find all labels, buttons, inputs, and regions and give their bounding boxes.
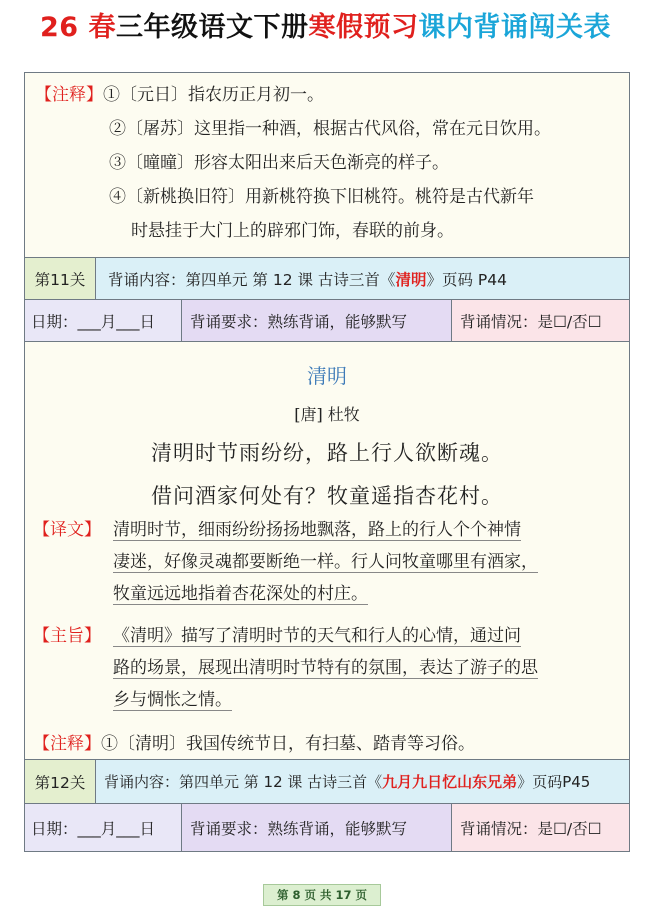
notes-top-tag: 【注释】	[35, 85, 103, 105]
level-11-content	[95, 258, 629, 299]
note-item-4: ④〔新桃换旧符〕用新桃符换下旧桃符。桃符是古代新年	[109, 187, 534, 207]
theme-tag: 【主旨】	[33, 626, 101, 646]
level-12-content-row	[25, 759, 629, 803]
level-12-date-field[interactable]: 日期：___月___日	[25, 804, 181, 851]
poem-author: [唐] 杜牧	[294, 405, 360, 424]
level-11-content-prefix: 背诵内容：第四单元 第 12 课 古诗三首《	[108, 270, 396, 289]
level-11-content-row	[25, 257, 629, 299]
level-11-date-field[interactable]: 日期：___月___日	[25, 300, 181, 341]
title-part-3: 寒假预习	[308, 12, 419, 43]
note-item-4-cont: 时悬挂于大门上的辟邪门饰，春联的前身。	[131, 221, 454, 241]
poem-line-1: 清明时节雨纷纷，路上行人欲断魂。	[151, 441, 503, 465]
level-12-content-suffix: 》页码P45	[517, 773, 591, 791]
note-item-2: ②〔屠苏〕这里指一种酒，根据古代风俗，常在元日饮用。	[109, 119, 551, 139]
note-item-1: ①〔元日〕指农历正月初一。	[103, 85, 324, 105]
page-title	[0, 8, 651, 48]
translation-line-3: 牧童远远地指着杏花深处的村庄。	[113, 584, 368, 604]
theme-line-3: 乡与惆怅之情。	[113, 690, 232, 710]
translation-line-1: 清明时节，细雨纷纷扬扬地飘落，路上的行人个个神情	[113, 520, 521, 540]
notes-top-section	[25, 73, 629, 259]
level-12-poem-name: 九月九日忆山东兄弟	[382, 773, 518, 791]
level-11-status-checkbox[interactable]: 背诵情况：是☐/否☐	[451, 300, 629, 341]
title-part-4: 课内背诵闯关表	[418, 12, 611, 43]
poem-section	[25, 341, 629, 759]
level-12-content-prefix: 背诵内容：第四单元 第 12 课 古诗三首《	[104, 773, 383, 791]
theme-line-1: 《清明》描写了清明时节的天气和行人的心情，通过问	[113, 626, 521, 646]
level-12-info-row	[25, 803, 629, 851]
translation-tag: 【译文】	[33, 520, 101, 540]
notes-bottom-tag: 【注释】	[33, 734, 101, 754]
level-11-poem-name: 清明	[395, 270, 427, 289]
level-11-requirement: 背诵要求：熟练背诵，能够默写	[181, 300, 451, 341]
level-11-label: 第11关	[25, 258, 95, 299]
translation-line-2: 凄迷，好像灵魂都要断绝一样。行人问牧童哪里有酒家，	[113, 552, 538, 572]
level-11-content-suffix: 》页码 P44	[426, 270, 507, 289]
poem-title: 清明	[307, 364, 347, 388]
level-12-status-checkbox[interactable]: 背诵情况：是☐/否☐	[451, 804, 629, 851]
level-11-info-row	[25, 299, 629, 341]
theme-line-2: 路的场景，展现出清明时节特有的氛围，表达了游子的思	[113, 658, 538, 678]
level-12-label: 第12关	[25, 760, 95, 803]
level-12-requirement: 背诵要求：熟练背诵，能够默写	[181, 804, 451, 851]
poem-line-2: 借问酒家何处有？牧童遥指杏花村。	[151, 484, 503, 508]
recitation-table	[24, 72, 630, 852]
notes-bottom-text: ①〔清明〕我国传统节日，有扫墓、踏青等习俗。	[101, 734, 475, 754]
note-item-3: ③〔曈曈〕形容太阳出来后天色渐亮的样子。	[109, 153, 449, 173]
title-part-1: 26 春	[40, 12, 116, 43]
page-footer: 第 8 页 共 17 页	[263, 884, 381, 906]
notes-bottom	[33, 730, 475, 758]
level-12-content	[95, 760, 629, 803]
title-part-2: 三年级语文下册	[115, 12, 309, 43]
